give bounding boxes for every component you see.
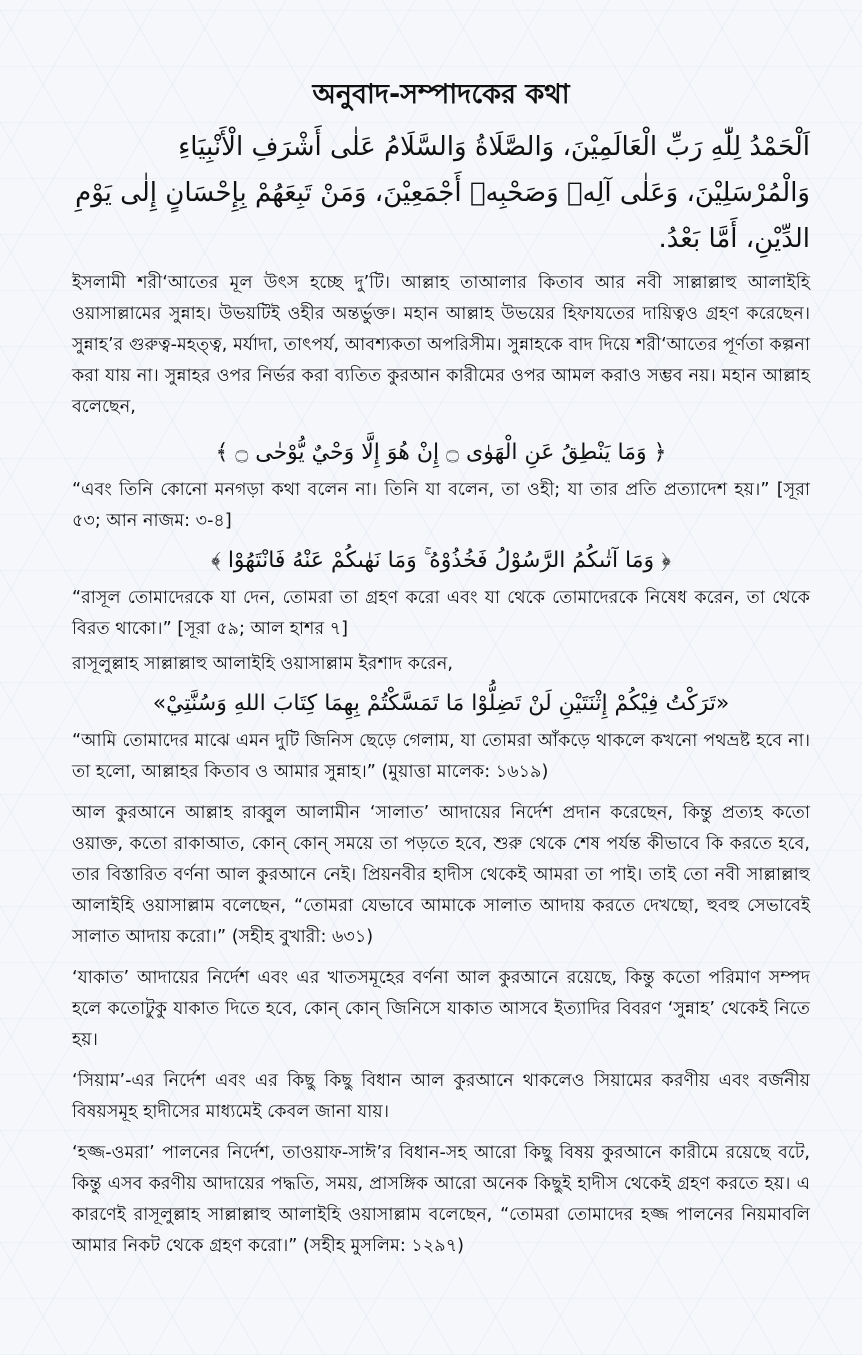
paragraph-salat: আল কুরআনে আল্লাহ রাব্বুল আলামীন ‘সালাত’ আদায়ের নির্দেশ প্রদান করেছেন, কিন্তু প্রত্যহ কতো ওয়াক্ত, কতো রাকাআত, কোন্ কোন্ সময়ে তা পড়তে হবে, শুরু থেকে শেষ পর্যন্ত কীভাবে কি করতে হবে, তার বিস্তারিত বর্ণনা আল কুরআনে নেই। প্রিয়নবীর হাদীস থেকেই আমরা তা পাই। তাই তো নবী সাল্লাল্লাহু আলাইহি ওয়াসাল্লাম বলেছেন, “তোমরা যেভাবে আমাকে সালাত আদায় করতে দেখছো, হুবহু সেভাবেই সালাত আদায় করো।” (সহীহ বুখারী: ৬৩১) xyxy=(72,803,810,947)
arabic-opening-dua: اَلْحَمْدُ لِلّٰهِ رَبِّ الْعَالَمِيْنَ، وَالصَّلَاةُ وَالسَّلَامُ عَلٰى أَشْرَفِ الْأَنْبِيَاءِ وَالْمُرْسَلِيْنَ، وَعَلٰى آلِهٖ وَصَحْبِهٖ أَجْمَعِيْنَ، وَمَنْ تَبِعَهُمْ بِإِحْسَانٍ إِلٰى يَوْمِ الدِّيْنِ، أَمَّا بَعْدُ. xyxy=(75,132,810,254)
paragraph-sources: ইসলামী শরী‘আতের মূল উৎস হচ্ছে দু’টি। আল্লাহ তাআলার কিতাব আর নবী সাল্লাল্লাহু আলাইহি ওয়াসাল্লামের সুন্নাহ। উভয়টিই ওহীর অন্তর্ভুক্ত। মহান আল্লাহ উভয়ের হিফাযতের দায়িত্বও গ্রহণ করেছেন। সুন্নাহ’র গুরুত্ব-মহত্ত্ব, মর্যাদা, তাৎপর্য, আবশ্যকতা অপরিসীম। সুন্নাহকে বাদ দিয়ে শরী‘আতের পূর্ণতা কল্পনা করা যায় না। সুন্নাহর ওপর নির্ভর করা ব্যতিত কুরআন কারীমের ওপর আমল করাও সম্ভব নয়। মহান আল্লাহ বলেছেন, xyxy=(72,273,810,417)
hadith-translation: “আমি তোমাদের মাঝে এমন দুটি জিনিস ছেড়ে গেলাম, যা তোমরা আঁকড়ে থাকলে কখনো পথভ্রষ্ট হবে না। তা হলো, আল্লাহর কিতাব ও আমার সুন্নাহ।” (মুয়াত্তা মালেক: ১৬১৯) xyxy=(72,731,810,782)
hadith-intro: রাসূলুল্লাহ সাল্লাল্লাহু আলাইহি ওয়াসাল্লাম ইরশাদ করেন, xyxy=(72,654,453,674)
paragraph-siyam: ‘সিয়াম’-এর নির্দেশ এবং এর কিছু কিছু বিধান আল কুরআনে থাকলেও সিয়ামের করণীয় এবং বর্জনীয় বিষয়সমূহ হাদীসের মাধ্যমেই কেবল জানা যায়। xyxy=(72,1071,810,1122)
quran-verse-najm: ﴿ وَمَا يَنْطِقُ عَنِ الْهَوٰى ۝ إِنْ هُوَ إِلَّا وَحْيٌ يُّوْحٰى ۝ ﴾ xyxy=(215,440,667,465)
translation-najm: “এবং তিনি কোনো মনগড়া কথা বলেন না। তিনি যা বলেন, তা ওহী; যা তার প্রতি প্রত্যাদেশ হয়।” [সূরা ৫৩; আন নাজম: ৩-৪] xyxy=(72,480,810,531)
translation-hashr: “রাসূল তোমাদেরকে যা দেন, তোমরা তা গ্রহণ করো এবং যা থেকে তোমাদেরকে নিষেধ করেন, তা থেকে বিরত থাকো।” [সূরা ৫৯; আল হাশর ৭] xyxy=(72,588,810,639)
quran-verse-hashr: ﴿ وَمَا آتٰىكُمُ الرَّسُوْلُ فَخُذُوْهُ ۚ وَمَا نَهٰىكُمْ عَنْهُ فَانْتَهُوْا ﴾ xyxy=(211,548,671,573)
paragraph-zakat: ‘যাকাত’ আদায়ের নির্দেশ এবং এর খাতসমূহের বর্ণনা আল কুরআনে রয়েছে, কিন্তু কতো পরিমাণ সম্পদ হলে কতোটুকু যাকাত দিতে হবে, কোন্ কোন্ জিনিসে যাকাত আসবে ইত্যাদির বিবরণ ‘সুন্নাহ’ থেকেই নিতে হয়। xyxy=(72,968,810,1050)
paragraph-hajj: ‘হজ্জ-ওমরা’ পালনের নির্দেশ, তাওয়াফ-সাঈ’র বিধান-সহ আরো কিছু বিষয় কুরআনে কারীমে রয়েছে বটে, কিন্তু এসব করণীয় আদায়ের পদ্ধতি, সময়, প্রাসঙ্গিক আরো অনেক কিছুই হাদীস থেকেই গ্রহণ করতে হয়। এ কারণেই রাসূলুল্লাহ সাল্লাল্লাহু আলাইহি ওয়াসাল্লাম বলেছেন, “তোমরা তোমাদের হজ্জ পালনের নিয়মাবলি আমার নিকট থেকে গ্রহণ করো।” (সহীহ মুসলিম: ১২৯৭) xyxy=(72,1143,810,1256)
hadith-arabic: «تَرَكْتُ فِيْكُمْ إِثْنَتَيْنِ لَنْ تَضِلُّوْا مَا تَمَسَّكْتُمْ بِهِمَا كِتَابَ اللهِ وَسُنَّتِيْ» xyxy=(152,691,730,716)
page-title: অনুবাদ-সম্পাদকের কথা xyxy=(312,79,570,110)
page-content xyxy=(72,74,810,1272)
